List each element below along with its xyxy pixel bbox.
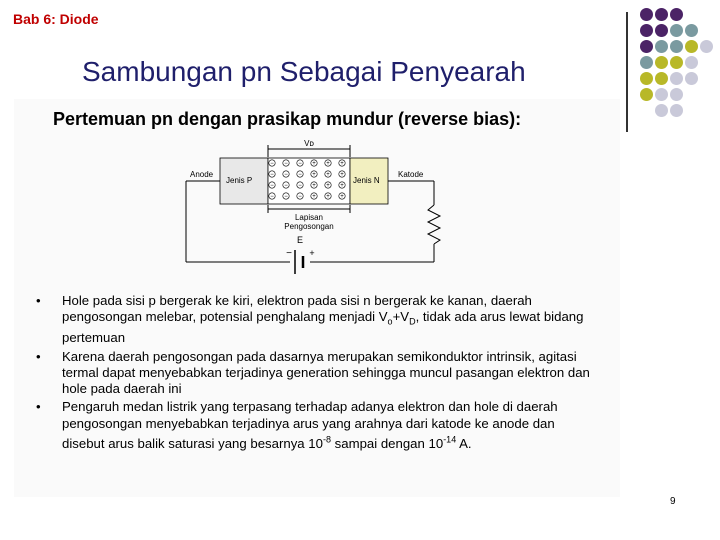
- carrier-sign: +: [312, 183, 316, 190]
- carrier-sign: +: [340, 194, 344, 201]
- carrier-sign: +: [312, 172, 316, 179]
- carrier-sign: −: [270, 194, 274, 201]
- slide-title: Sambungan pn Sebagai Penyearah: [82, 56, 526, 87]
- carrier-sign: −: [298, 183, 302, 190]
- carrier-sign: −: [298, 161, 302, 168]
- bullet-mark: •: [36, 399, 41, 415]
- carrier-sign: −: [284, 161, 288, 168]
- depletion-label-2: Pengosongan: [284, 222, 334, 231]
- chapter-label: Bab 6: Diode: [13, 11, 99, 27]
- bullet-list: [36, 293, 596, 455]
- resistor-icon: [428, 205, 440, 244]
- depletion-label-1: Lapisan: [294, 213, 324, 222]
- carrier-sign: −: [270, 183, 274, 190]
- anode-label: Anode: [190, 170, 214, 179]
- bullet-mark: •: [36, 348, 41, 364]
- bullet-text: Pengaruh medan listrik yang terpasang terhadap adanya elektron dan hole di daerah pengosongan menyebabkan terjadinya arus yang arahnya dari katode ke anode dan disebut arus balik saturasi yang besarnya $10^{-8}$ sampai dengan $10^{-14}$ A.: [62, 399, 558, 452]
- carrier-sign: −: [284, 183, 288, 190]
- bullet-item: [36, 293, 596, 347]
- battery-plus: +: [309, 248, 315, 258]
- depletion-region: [268, 158, 350, 204]
- carrier-sign: +: [326, 194, 330, 201]
- battery-minus: −: [286, 248, 292, 259]
- carrier-sign: +: [340, 183, 344, 190]
- carrier-sign: −: [298, 172, 302, 179]
- carrier-sign: −: [284, 194, 288, 201]
- carrier-sign: +: [326, 161, 330, 168]
- carrier-sign: +: [340, 161, 344, 168]
- bullet-text: Hole pada sisi p bergerak ke kiri, elektron pada sisi n bergerak ke kanan, daerah pengosongan melebar, potensial penghalang menjadi $V_o+V_D$, tidak ada arus lewat bidang pertemuan: [62, 293, 584, 346]
- carrier-sign: +: [326, 172, 330, 179]
- page-number: 9: [670, 496, 676, 507]
- bullet-item: [36, 349, 596, 398]
- carrier-sign: −: [298, 194, 302, 201]
- carrier-sign: +: [340, 172, 344, 179]
- p-type-label: Jenis P: [226, 176, 253, 185]
- bullet-mark: •: [36, 293, 41, 308]
- bullet-text: Karena daerah pengosongan pada dasarnya merupakan semikonduktor intrinsik, agitasi termal dapat menyebabkan terjadinya generation sehingga muncul pasangan elektron dan hole pada daerah ini: [62, 348, 590, 397]
- carrier-sign: +: [312, 161, 316, 168]
- cathode-label: Katode: [398, 170, 424, 179]
- bullet-item: [36, 399, 596, 452]
- figure-subheading: Pertemuan pn dengan prasikap mundur (reverse bias):: [53, 109, 522, 129]
- carrier-sign: −: [270, 161, 274, 168]
- carrier-sign: −: [284, 172, 288, 179]
- vd-label: Vᴅ: [304, 139, 314, 148]
- carrier-sign: +: [312, 194, 316, 201]
- n-type-label: Jenis N: [353, 176, 380, 185]
- carrier-sign: −: [270, 172, 274, 179]
- battery-label: E: [296, 235, 304, 245]
- carrier-sign: +: [326, 183, 330, 190]
